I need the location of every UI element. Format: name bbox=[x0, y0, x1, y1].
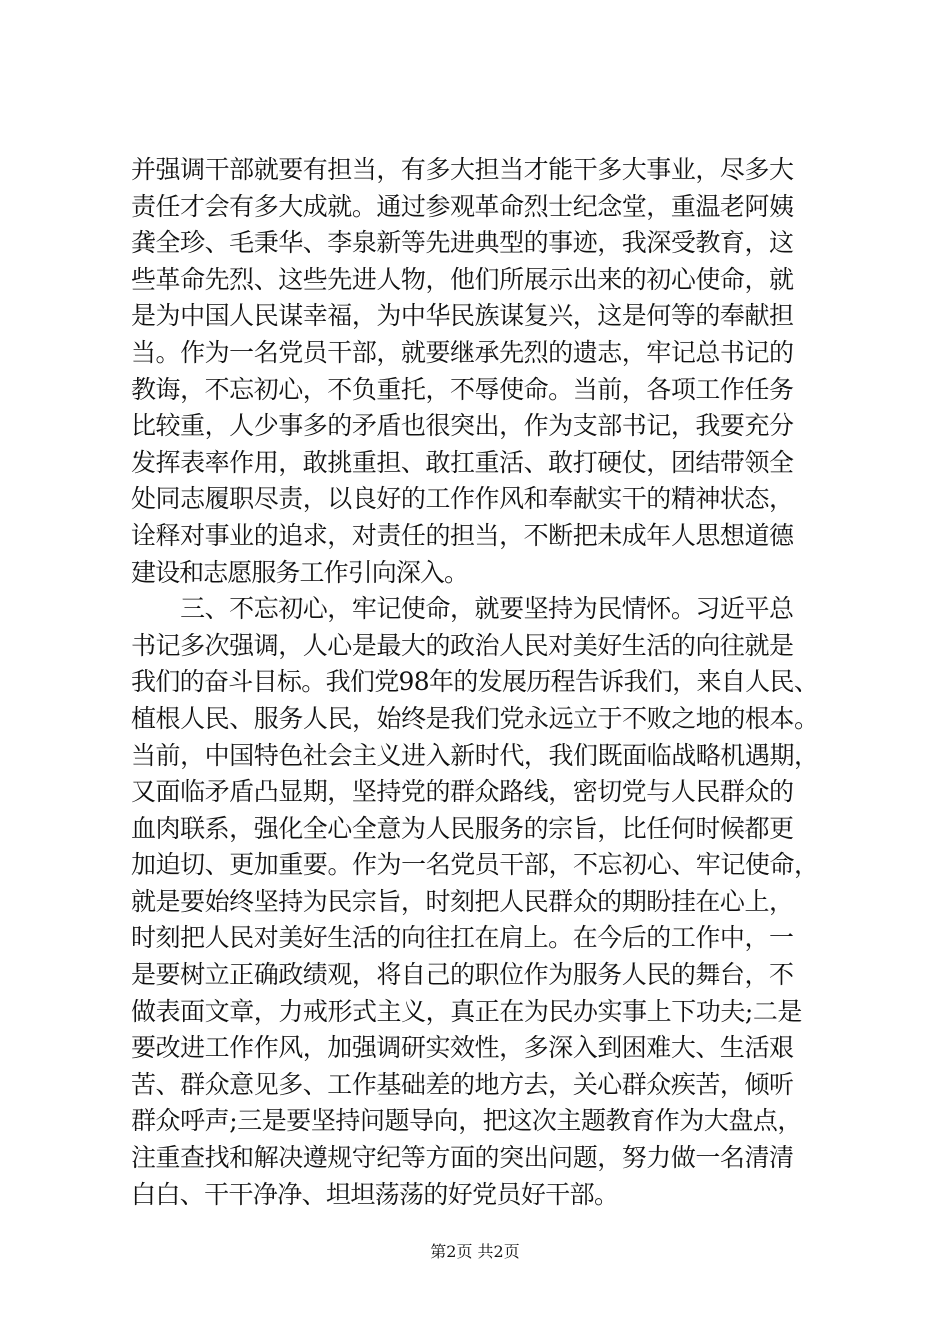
body-text bbox=[131, 152, 831, 1213]
text-line: 当前，中国特色社会主义进入新时代，我们既面临战略机遇期， bbox=[131, 740, 819, 770]
text-line: 书记多次强调，人心是最大的政治人民对美好生活的向往就是 bbox=[131, 630, 794, 660]
text-line: 要改进工作作风，加强调研实效性，多深入到困难大、生活艰 bbox=[131, 1033, 794, 1063]
text-line: 些革命先烈、这些先进人物，他们所展示出来的初心使命，就 bbox=[131, 264, 794, 294]
text-line: 龚全珍、毛秉华、李泉新等先进典型的事迹，我深受教育，这 bbox=[131, 228, 794, 258]
text-line: 当。作为一名党员干部，就要继承先烈的遗志，牢记总书记的 bbox=[131, 337, 794, 367]
text-line: 又面临矛盾凸显期，坚持党的群众路线，密切党与人民群众的 bbox=[131, 777, 794, 807]
text-line: 诠释对事业的追求，对责任的担当，不断把未成年人思想道德 bbox=[131, 520, 794, 550]
text-line: 血肉联系，强化全心全意为人民服务的宗旨，比任何时候都更 bbox=[131, 813, 794, 843]
text-line: 三、不忘初心，牢记使命，就要坚持为民情怀。习近平总 bbox=[131, 594, 794, 624]
text-line: 处同志履职尽责，以良好的工作作风和奉献实干的精神状态， bbox=[131, 484, 794, 514]
text-line: 白白、干干净净、坦坦荡荡的好党员好干部。 bbox=[131, 1179, 619, 1209]
text-line: 是要树立正确政绩观，将自己的职位作为服务人民的舞台，不 bbox=[131, 960, 794, 990]
text-line: 做表面文章，力戒形式主义，真正在为民办实事上下功夫;二是 bbox=[131, 996, 802, 1026]
text-line: 苦、群众意见多、工作基础差的地方去，关心群众疾苦，倾听 bbox=[131, 1069, 794, 1099]
text-line: 发挥表率作用，敢挑重担、敢扛重活、敢打硬仗，团结带领全 bbox=[131, 447, 794, 477]
text-line: 比较重，人少事多的矛盾也很突出，作为支部书记，我要充分 bbox=[131, 411, 794, 441]
text-line: 教诲，不忘初心，不负重托，不辱使命。当前，各项工作任务 bbox=[131, 374, 794, 404]
text-line: 植根人民、服务人民，始终是我们党永远立于不败之地的根本。 bbox=[131, 703, 819, 733]
text-line: 并强调干部就要有担当，有多大担当才能干多大事业，尽多大 bbox=[131, 155, 794, 184]
text-line: 建设和志愿服务工作引向深入。 bbox=[131, 557, 469, 587]
text-line: 群众呼声;三是要坚持问题导向，把这次主题教育作为大盘点， bbox=[131, 1106, 802, 1136]
text-line: 加迫切、更加重要。作为一名党员干部，不忘初心、牢记使命， bbox=[131, 850, 819, 880]
text-line: 时刻把人民对美好生活的向往扛在肩上。在今后的工作中，一 bbox=[131, 923, 794, 953]
text-line: 责任才会有多大成就。通过参观革命烈士纪念堂，重温老阿姨 bbox=[131, 191, 794, 221]
text-line: 我们的奋斗目标。我们党98年的发展历程告诉我们，来自人民、 bbox=[131, 667, 819, 697]
page-footer: 第2页 共2页 bbox=[430, 1242, 520, 1261]
text-line: 是为中国人民谋幸福，为中华民族谋复兴，这是何等的奉献担 bbox=[131, 301, 794, 331]
text-line: 就是要始终坚持为民宗旨，时刻把人民群众的期盼挂在心上， bbox=[131, 886, 794, 916]
text-line: 注重查找和解决遵规守纪等方面的突出问题，努力做一名清清 bbox=[131, 1143, 794, 1173]
